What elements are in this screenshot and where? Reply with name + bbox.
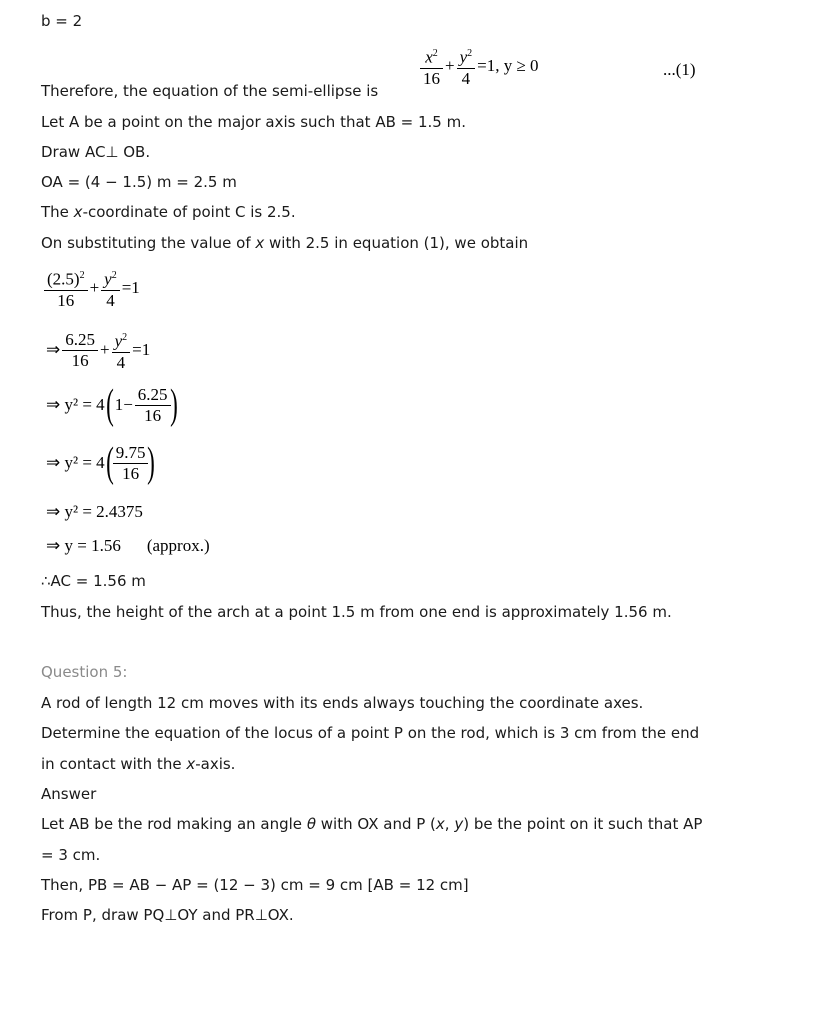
x-coordinate-line: The x-coordinate of point C is 2.5. (41, 203, 296, 221)
answer-line-4: From P, draw PQ⊥OY and PR⊥OX. (41, 906, 294, 924)
question-5-line-2: Determine the equation of the locus of a point P on the rod, which is 3 cm from the end (41, 724, 700, 742)
answer-line-2: = 3 cm. (41, 846, 101, 864)
let-a-line: Let A be a point on the major axis such that AB = 1.5 m. (41, 113, 466, 131)
step-1-equation: $\frac{(2.5)^2}{16}$ + $\frac{y^2}{4}$ =1 (44, 266, 142, 311)
semi-ellipse-equation: $\frac{x^2}{16}$ + $\frac{y^2}{4}$ =1, y ≥ 0 (420, 44, 541, 89)
oa-line: OA = (4 − 1.5) m = 2.5 m (41, 173, 237, 191)
step-4-equation: ⇒ y² = 4( $\frac{9.75}{16}$ ) (46, 440, 156, 486)
substitution-line: On substituting the value of x with 2.5 in equation (1), we obtain (41, 234, 529, 252)
step-3-equation: ⇒ y² = 4(1− $\frac{6.25}{16}$ ) (46, 382, 178, 428)
question-5-line-3: in contact with the x-axis. (41, 755, 236, 773)
step-2-equation: ⇒ $\frac{6.25}{16}$ + $\frac{y^2}{4}$ =1 (46, 329, 151, 372)
answer-label: Answer (41, 785, 97, 803)
answer-line-1: Let AB be the rod making an angle θ with OX and P (x, y) be the point on it such that AP (41, 815, 703, 833)
ac-result-line: ∴AC = 1.56 m (41, 572, 146, 590)
b-equation: b = 2 (41, 12, 83, 30)
equation-tag: ...(1) (663, 60, 696, 79)
step-6-equation: ⇒ y = 1.56 (approx.) (46, 536, 210, 555)
therefore-line: Therefore, the equation of the semi-ellipse is (41, 82, 379, 100)
conclusion-line: Thus, the height of the arch at a point 1.5 m from one end is approximately 1.56 m. (41, 603, 672, 621)
question-5-heading: Question 5: (41, 663, 128, 681)
draw-ac-line: Draw AC⊥ OB. (41, 143, 151, 161)
question-5-line-1: A rod of length 12 cm moves with its ends always touching the coordinate axes. (41, 694, 644, 712)
answer-line-3: Then, PB = AB − AP = (12 − 3) cm = 9 cm [AB = 12 cm] (41, 876, 469, 894)
step-5-equation: ⇒ y² = 2.4375 (46, 502, 143, 521)
